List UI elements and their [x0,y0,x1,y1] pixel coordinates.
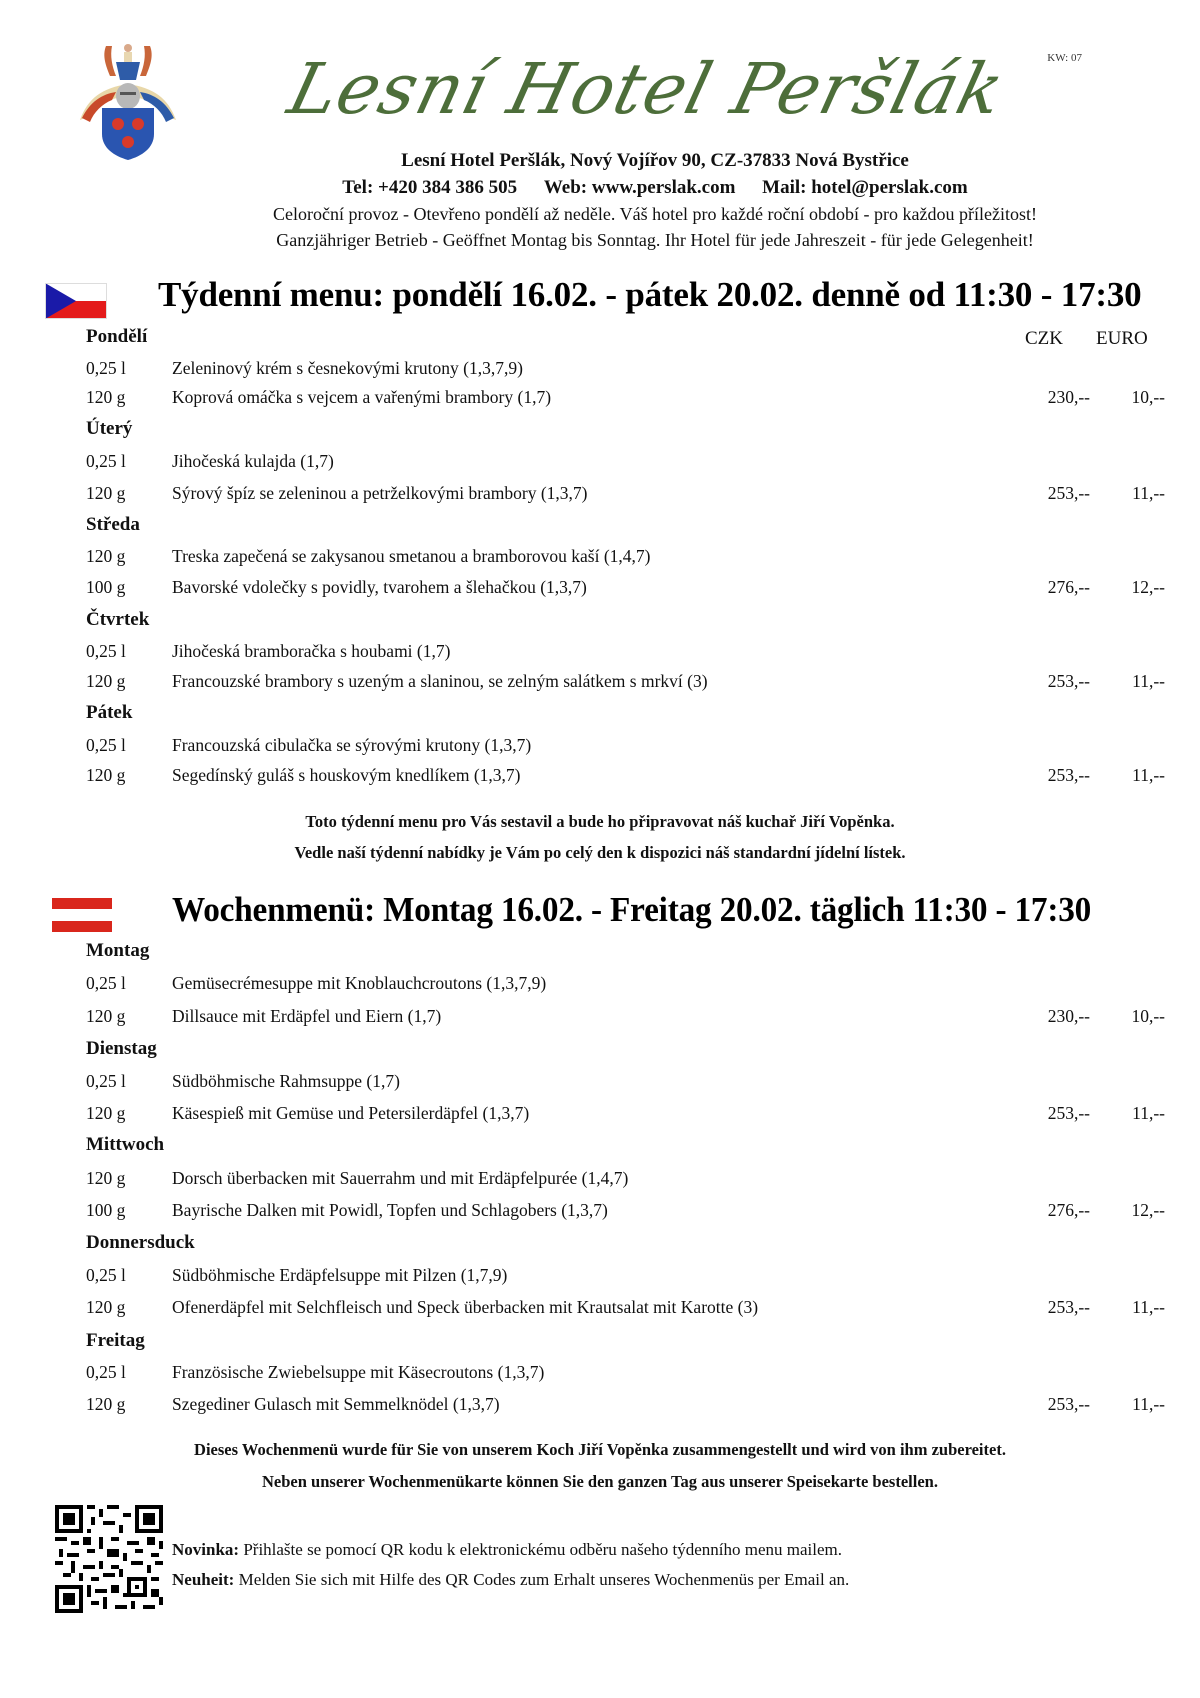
menu-row [0,1168,1200,1192]
portion-size: 0,25 l [86,1265,126,1285]
day-heading: Pondělí [86,326,148,347]
portion-size: 120 g [86,1103,126,1123]
dish-name: Käsespieß mit Gemüse und Petersilerdäpfel (1,3,7) [172,1103,530,1123]
portion-size: 120 g [86,1297,126,1317]
dish-name: Südböhmische Rahmsuppe (1,7) [172,1071,400,1091]
portion-size: 100 g [86,1200,126,1220]
qr-code-icon[interactable] [55,1505,163,1613]
dish-name: Dillsauce mit Erdäpfel und Eiern (1,7) [172,1006,442,1026]
price-czk: 276,-- [1047,1200,1090,1220]
newsletter-note-czech [172,1540,842,1560]
price-eur: 11,-- [1132,483,1165,503]
menu-row [0,671,1200,695]
dish-name: Südböhmische Erdäpfelsuppe mit Pilzen (1,7,9) [172,1265,508,1285]
dish-name: Koprová omáčka s vejcem a vařenými brambory (1,7) [172,387,552,407]
standard-menu-note-czech: Vedle naší týdenní nabídky je Vám po celý den k dispozici náš standardní jídelní lístek. [294,843,906,862]
portion-size: 120 g [86,1006,126,1026]
chef-note-german: Dieses Wochenmenü wurde für Sie von unserem Koch Jiří Vopěnka zusammengestellt und wird von ihm zubereitet. [194,1440,1006,1459]
hotel-brand-wordmark: Lesní Hotel Peršlák [280,48,1013,130]
menu-row [0,577,1200,601]
portion-size: 120 g [86,387,126,407]
price-czk: 230,-- [1047,1006,1090,1026]
day-heading: Donnersduck [86,1232,195,1253]
price-eur: 11,-- [1132,1297,1165,1317]
new-label-czech: Novinka: [172,1540,240,1559]
menu-row [0,641,1200,665]
price-eur: 10,-- [1131,387,1165,407]
german-menu-title: Wochenmenü: Montag 16.02. - Freitag 20.02. täglich 11:30 - 17:30 [172,890,1092,929]
price-czk: 253,-- [1047,1103,1090,1123]
calendar-week-label: KW: 07 [1047,52,1082,64]
dish-name: Französische Zwiebelsuppe mit Käsecroutons (1,3,7) [172,1362,545,1382]
menu-row [0,1297,1200,1321]
newsletter-text-german: Melden Sie sich mit Hilfe des QR Codes zum Erhalt unseres Wochenmenüs per Email an. [234,1570,850,1589]
newsletter-note-german [172,1570,849,1590]
portion-size: 120 g [86,765,126,785]
newsletter-text-czech: Přihlašte se pomocí QR kodu k elektronickému odběru našeho týdenního menu mailem. [239,1540,842,1559]
dish-name: Szegediner Gulasch mit Semmelknödel (1,3,7) [172,1394,500,1414]
website-link[interactable]: Web: www.perslak.com [543,177,736,198]
dish-name: Sýrový špíz se zeleninou a petrželkovými brambory (1,3,7) [172,483,588,503]
menu-row [0,1103,1200,1127]
day-heading: Čtvrtek [86,609,150,630]
menu-row [0,1362,1200,1386]
price-czk: 276,-- [1047,577,1090,597]
dish-name: Francouzské brambory s uzeným a slaninou, se zelným salátkem s mrkví (3) [172,671,708,691]
day-heading: Montag [86,940,150,961]
portion-size: 100 g [86,577,126,597]
dish-name: Segedínský guláš s houskovým knedlíkem (1,3,7) [172,765,521,785]
hotel-crest-logo [72,38,184,162]
dish-name: Jihočeská bramboračka s houbami (1,7) [172,641,451,661]
day-heading: Freitag [86,1330,145,1351]
column-header-euro: EURO [1096,328,1148,349]
dish-name: Zeleninový krém s česnekovými krutony (1,3,7,9) [172,358,523,378]
day-heading: Dienstag [86,1038,157,1059]
tagline-german: Ganzjähriger Betrieb - Geöffnet Montag bis Sonntag. Ihr Hotel für jede Jahreszeit - für jede Gelegenheit! [276,230,1034,250]
menu-row [0,483,1200,507]
day-heading: Středa [86,514,140,535]
portion-size: 0,25 l [86,735,126,755]
menu-row [0,1200,1200,1224]
price-czk: 230,-- [1047,387,1090,407]
menu-row [0,1071,1200,1095]
portion-size: 0,25 l [86,451,126,471]
day-heading: Pátek [86,702,133,723]
price-czk: 253,-- [1047,1297,1090,1317]
hotel-address: Lesní Hotel Peršlák, Nový Vojířov 90, CZ-37833 Nová Bystřice [401,150,909,171]
day-heading: Mittwoch [86,1134,165,1155]
portion-size: 0,25 l [86,641,126,661]
portion-size: 120 g [86,546,126,566]
portion-size: 0,25 l [86,1362,126,1382]
chef-note-czech: Toto týdenní menu pro Vás sestavil a bude ho připravovat náš kuchař Jiří Vopěnka. [305,812,895,831]
price-eur: 11,-- [1132,1103,1165,1123]
price-eur: 11,-- [1132,671,1165,691]
column-header-czk: CZK [1025,328,1063,349]
price-czk: 253,-- [1047,1394,1090,1414]
price-eur: 12,-- [1131,577,1165,597]
portion-size: 120 g [86,483,126,503]
phone-number: Tel: +420 384 386 505 [342,177,518,198]
day-heading: Úterý [86,418,133,439]
menu-row [0,451,1200,475]
portion-size: 120 g [86,671,126,691]
menu-row [0,1265,1200,1289]
austrian-flag-icon [52,898,112,932]
menu-row [0,358,1200,382]
price-eur: 10,-- [1131,1006,1165,1026]
menu-row [0,1006,1200,1030]
standard-menu-note-german: Neben unserer Wochenmenükarte können Sie den ganzen Tag aus unserer Speisekarte bestellen. [262,1472,938,1491]
price-czk: 253,-- [1047,765,1090,785]
menu-row [0,387,1200,411]
contact-line [0,177,1200,199]
price-czk: 253,-- [1047,483,1090,503]
dish-name: Ofenerdäpfel mit Selchfleisch und Speck überbacken mit Krautsalat mit Karotte (3) [172,1297,759,1317]
price-eur: 12,-- [1131,1200,1165,1220]
portion-size: 0,25 l [86,1071,126,1091]
price-eur: 11,-- [1132,765,1165,785]
menu-row [0,973,1200,997]
price-eur: 11,-- [1132,1394,1165,1414]
dish-name: Bayrische Dalken mit Powidl, Topfen und Schlagobers (1,3,7) [172,1200,608,1220]
menu-row [0,1394,1200,1418]
portion-size: 120 g [86,1394,126,1414]
dish-name: Jihočeská kulajda (1,7) [172,451,334,471]
menu-row [0,765,1200,789]
portion-size: 0,25 l [86,973,126,993]
new-label-german: Neuheit: [172,1570,235,1589]
dish-name: Bavorské vdolečky s povidly, tvarohem a šlehačkou (1,3,7) [172,577,587,597]
dish-name: Dorsch überbacken mit Sauerrahm und mit Erdäpfelpurée (1,4,7) [172,1168,629,1188]
dish-name: Gemüsecrémesuppe mit Knoblauchcroutons (1,3,7,9) [172,973,547,993]
portion-size: 120 g [86,1168,126,1188]
czech-menu-title: Týdenní menu: pondělí 16.02. - pátek 20.02. denně od 11:30 - 17:30 [158,275,1142,314]
czech-flag-icon [45,283,107,319]
email-link[interactable]: Mail: hotel@perslak.com [762,177,968,198]
tagline-czech: Celoroční provoz - Otevřeno pondělí až neděle. Váš hotel pro každé roční období - pro každou příležitost! [273,204,1037,224]
dish-name: Francouzská cibulačka se sýrovými krutony (1,3,7) [172,735,532,755]
menu-row [0,735,1200,759]
menu-row [0,546,1200,570]
portion-size: 0,25 l [86,358,126,378]
dish-name: Treska zapečená se zakysanou smetanou a bramborovou kaší (1,4,7) [172,546,651,566]
price-czk: 253,-- [1047,671,1090,691]
